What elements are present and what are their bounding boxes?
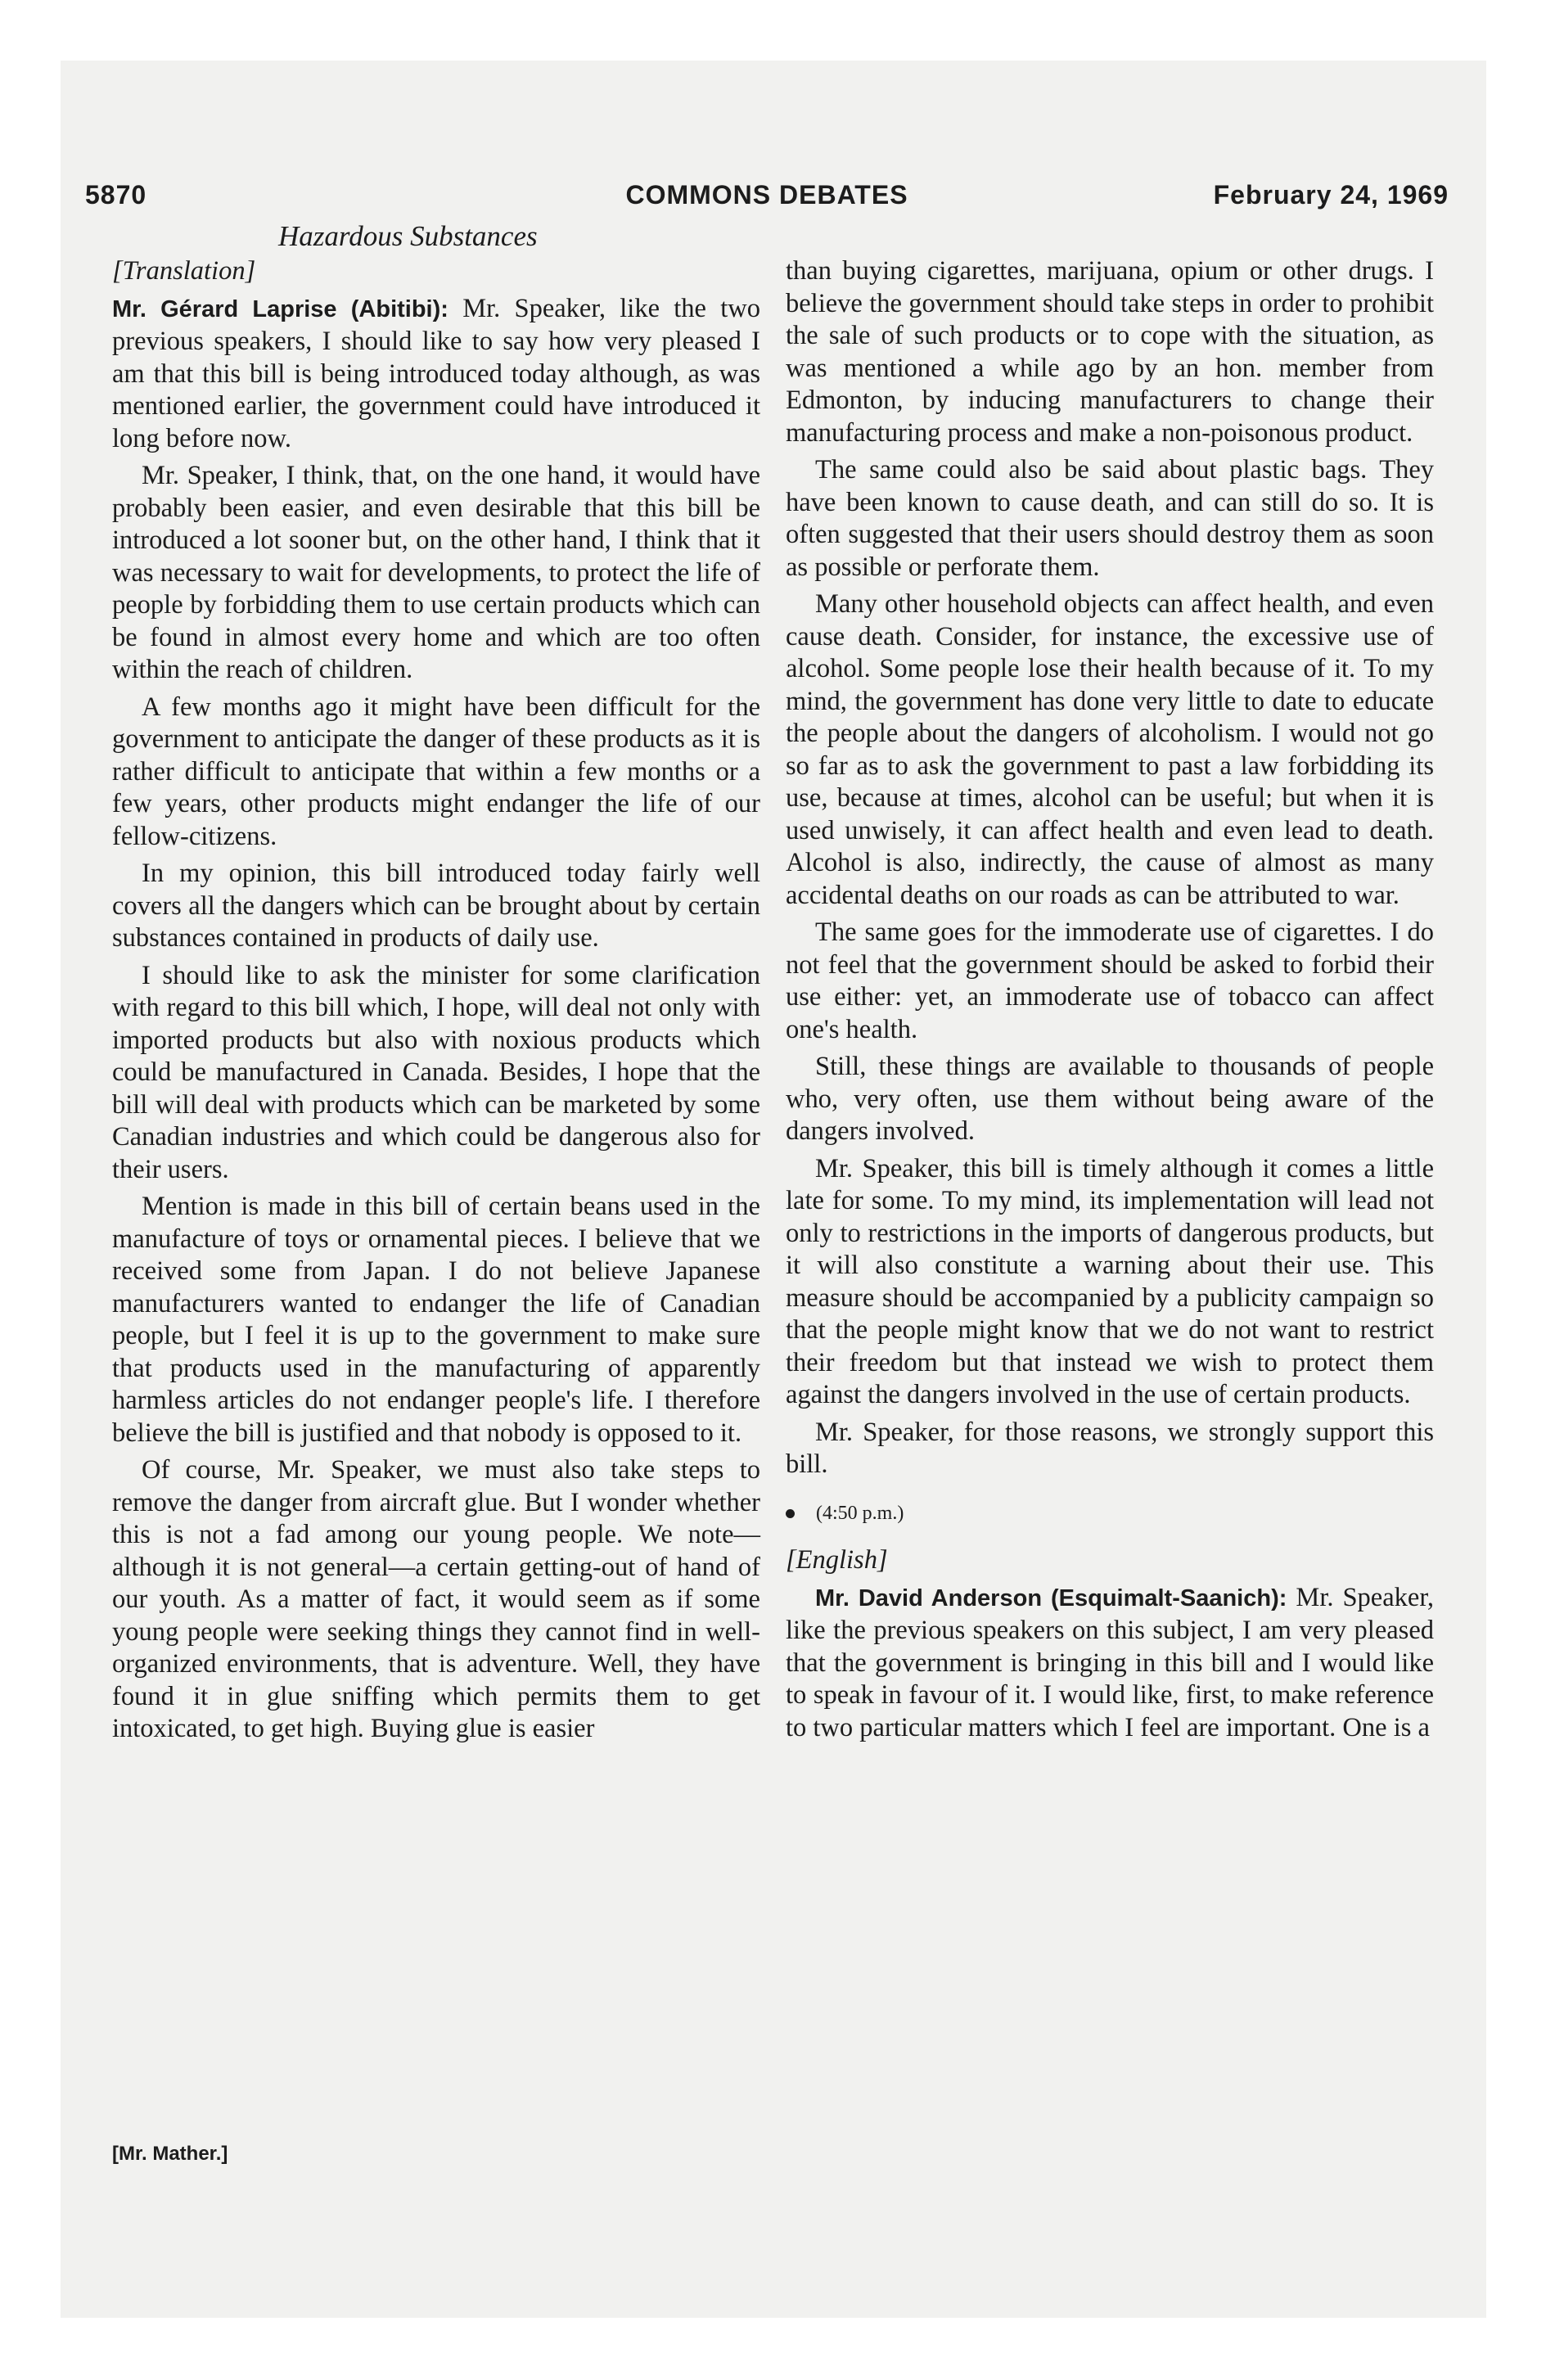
paragraph: In my opinion, this bill introduced today fairly well covers all the dangers which can be brought about by certain substances contained in products of daily use. [112, 859, 760, 953]
left-column [112, 255, 760, 1751]
time-mark: (4:50 p.m.) [786, 1498, 1434, 1530]
page-date: February 24, 1969 [1213, 180, 1449, 210]
paragraph: Mention is made in this bill of certain beans used in the manufacture of toys or ornamental pieces. I believe that we received some from Japan. I do not believe Japanese manufacturers wanted to endanger the life of Canadian people, but I feel it is up to the government to make sure that products used in the manufacturing of apparently harmless articles do not endanger people's life. I therefore believe the bill is justified and that nobody is opposed to it. [112, 1192, 760, 1448]
language-tag: [Translation] [112, 256, 256, 286]
paragraph: The same could also be said about plastic bags. They have been known to cause death, and can still do so. It is often suggested that their users should destroy them as soon as possible or perforate them. [786, 455, 1434, 582]
publication-title: COMMONS DEBATES [625, 180, 908, 210]
page-number: 5870 [85, 180, 147, 210]
paragraph: Of course, Mr. Speaker, we must also take steps to remove the danger from aircraft glue. But I wonder whether this is not a fad among our young people. We note—although it is not general—a certain getting-out of hand of our youth. As a matter of fact, it would seem as if some young people were seeking things they cannot find in well-organized environments, that is adventure. Well, they have found it in glue sniffing which permits them to get intoxicated, to get high. Buying glue is easier [112, 1455, 760, 1743]
footer-speaker-ref: [Mr. Mather.] [112, 2143, 228, 2165]
paragraph: Mr. Speaker, this bill is timely although it comes a little late for some. To my mind, its implementation will lead not only to restrictions in the imports of dangerous products, but it will also constitute a warning about their use. This measure should be accompanied by a publicity campaign so that the people might know that we do not want to restrict their freedom but that instead we wish to protect them against the dangers involved in the use of certain products. [786, 1153, 1434, 1409]
language-tag: [English] [786, 1545, 888, 1575]
speaker-name: Mr. David Anderson (Esquimalt-Saanich): [815, 1584, 1287, 1611]
paragraph: A few months ago it might have been difficult for the government to anticipate the danger of these products as it is rather difficult to anticipate that within a few months or a few years, other products might endanger the life of our fellow-citizens. [112, 692, 760, 851]
paragraph: Many other household objects can affect health, and even cause death. Consider, for instance, the excessive use of alcohol. Some people lose their health because of it. To my mind, the government has done very little to date to educate the people about the dangers of alcoholism. I would not go so far as to ask the government to past a law forbidding its use, because at times, alcohol can be useful; but when it is used unwisely, it can affect health and even lead to death. Alcohol is also, indirectly, the cause of almost as many accidental deaths on our roads as can be attributed to war. [786, 589, 1434, 910]
right-column [786, 255, 1434, 1749]
paragraph: The same goes for the immoderate use of cigarettes. I do not feel that the government should be asked to forbid their use either: yet, an immoderate use of tobacco can affect one's health. [786, 917, 1434, 1044]
paragraph: Still, these things are available to thousands of people who, very often, use them without being aware of the dangers involved. [786, 1052, 1434, 1146]
bullet-icon [786, 1509, 795, 1518]
paragraph: than buying cigarettes, marijuana, opium or other drugs. I believe the government should take steps in order to prohibit the sale of such products or to cope with the situation, as was mentioned a while ago by an hon. member from Edmonton, by inducing manufacturers to change their manufacturing process and make a non-poisonous product. [786, 256, 1434, 448]
paragraph: Mr. Speaker, for those reasons, we strongly support this bill. [786, 1417, 1434, 1479]
speaker-name: Mr. Gérard Laprise (Abitibi): [112, 295, 448, 322]
page-header [85, 178, 1449, 211]
paragraph: I should like to ask the minister for some clarification with regard to this bill which, I hope, will deal not only with imported products but also with noxious products which could be manufactured in Canada. Besides, I hope that the bill will deal with products which can be marketed by some Canadian industries and which could be dangerous also for their users. [112, 960, 760, 1184]
paragraph: Mr. Gérard Laprise (Abitibi): Mr. Speaker, like the two previous speakers, I should like to say how very pleased I am that this bill is being introduced today although, as was mentioned earlier, the government could have introduced it long before now. [112, 293, 760, 453]
running-title: Hazardous Substances [278, 220, 538, 252]
paragraph: Mr. David Anderson (Esquimalt-Saanich): Mr. Speaker, like the previous speakers on this subject, I am very pleased that the government is bringing in this bill and I would like to speak in favour of it. I would like, first, to make reference to two particular matters which I feel are important. One is a [786, 1582, 1434, 1742]
paragraph: Mr. Speaker, I think, that, on the one hand, it would have probably been easier, and even desirable that this bill be introduced a lot sooner but, on the other hand, I think that it was necessary to wait for developments, to protect the life of people by forbidding them to use certain products which can be found in almost every home and which are too often within the reach of children. [112, 461, 760, 684]
